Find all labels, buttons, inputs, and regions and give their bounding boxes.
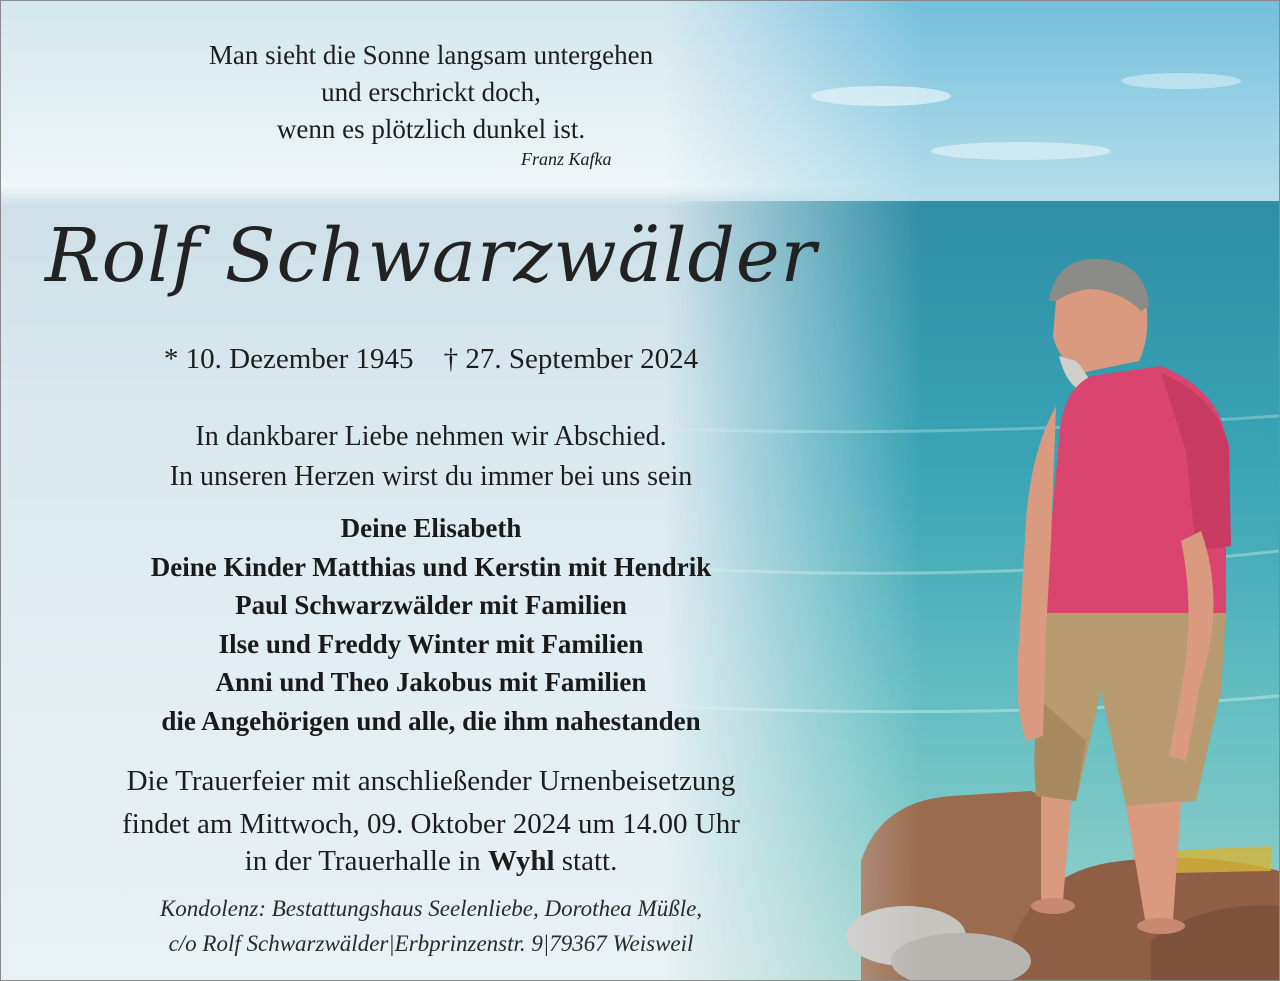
service-location: Wyhl	[487, 845, 555, 877]
service-location-prefix: in der Trauerhalle in	[244, 845, 481, 877]
service-line-2: findet am Mittwoch, 09. Oktober 2024 um 14.00 Uhr	[122, 808, 740, 840]
mourner-line: Deine Elisabeth	[340, 513, 522, 543]
birth-date: * 10. Dezember 1945	[163, 343, 414, 375]
quote-line-2: und erschrickt doch,	[321, 77, 541, 107]
death-date: † 27. September 2024	[443, 343, 699, 375]
life-dates	[1, 343, 861, 376]
condolence-line-1: Kondolenz: Bestattungshaus Seelenliebe, Dorothea Müßle,	[159, 896, 703, 921]
mourners-list	[1, 509, 861, 740]
condolence-line-2: c/o Rolf Schwarzwälder|Erbprinzenstr. 9|79367 Weisweil	[168, 931, 694, 956]
mourner-line: Deine Kinder Matthias und Kerstin mit Hendrik	[150, 551, 712, 582]
quote-line-1: Man sieht die Sonne langsam untergehen	[208, 40, 654, 70]
service-location-suffix: statt.	[561, 845, 618, 877]
quote-line-3: wenn es plötzlich dunkel ist.	[276, 114, 586, 144]
mourner-line: Paul Schwarzwälder mit Familien	[235, 590, 627, 620]
obituary-text	[1, 1, 861, 980]
mourner-line: die Angehörigen und alle, die ihm nahestanden	[161, 705, 701, 736]
service-line-1: Die Trauerfeier mit anschließender Urnenbeisetzung	[126, 765, 736, 797]
service-line-3	[1, 845, 861, 878]
mourner-line: Anni und Theo Jakobus mit Familien	[215, 667, 647, 697]
quote-author: Franz Kafka	[521, 149, 612, 169]
mourner-line: Ilse und Freddy Winter mit Familien	[218, 628, 644, 659]
farewell-line-1: In dankbarer Liebe nehmen wir Abschied.	[195, 421, 667, 452]
farewell-line-2: In unseren Herzen wirst du immer bei uns sein	[169, 461, 693, 492]
deceased-name: Rolf Schwarzwälder	[44, 213, 818, 299]
